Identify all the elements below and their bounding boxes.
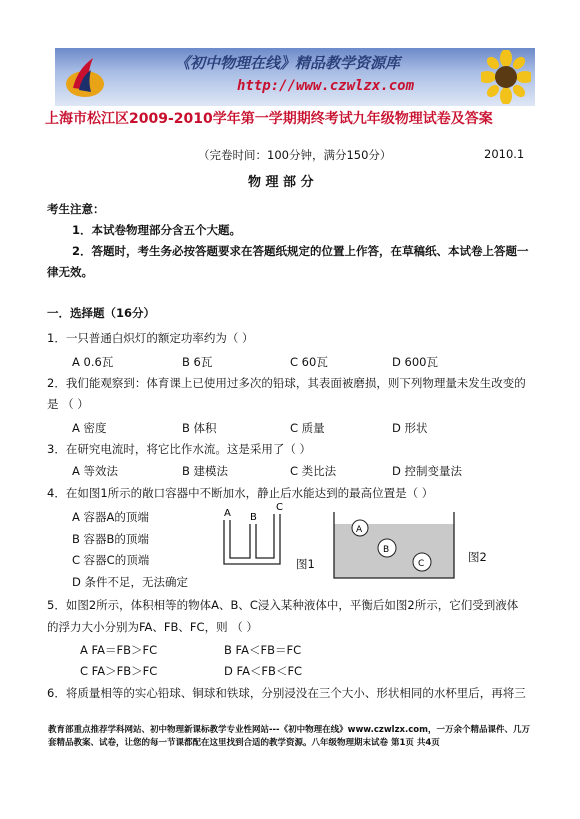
header-banner <box>55 48 535 106</box>
q2-option-b: B 体积 <box>182 421 217 435</box>
fig2-label-b: B <box>383 545 390 555</box>
q3-option-b: B 建模法 <box>182 464 229 478</box>
figure-1-connected-vessels <box>210 498 305 568</box>
section1-heading: 一．选择题（16分） <box>47 306 156 320</box>
notice-item-1: 1．本试卷物理部分含五个大题。 <box>72 223 241 237</box>
exam-info: （完卷时间：100分钟，满分150分） <box>198 148 392 162</box>
exam-date: 2010.1 <box>484 147 525 161</box>
fig1-label-a: A <box>224 508 231 519</box>
sunflower-icon <box>481 50 531 104</box>
notice-heading: 考生注意： <box>47 202 105 216</box>
q2-option-a: A 密度 <box>72 421 107 435</box>
section-title: 物 理 部 分 <box>248 175 314 190</box>
q5-option-b: B FA＜FB＝FC <box>224 643 302 657</box>
q5-stem-line1: 5．如图2所示，体积相等的物体A、B、C浸入某种液体中，平衡后如图2所示，它们受到液体 <box>47 598 519 612</box>
q3-option-c: C 类比法 <box>290 464 337 478</box>
figure-2-floating-objects <box>330 510 460 582</box>
fig2-label-c: C <box>418 559 425 569</box>
document-title: 上海市松江区2009-2010学年第一学期期终考试九年级物理试卷及答案 <box>45 111 493 127</box>
q1-option-b: B 6瓦 <box>182 355 213 369</box>
q2-stem-line2: 是 （ ） <box>47 397 89 411</box>
q4-option-c: C 容器C的顶端 <box>72 553 150 567</box>
fig2-label-a: A <box>356 525 363 535</box>
fig1-label-b: B <box>250 512 257 523</box>
q4-option-a: A 容器A的顶端 <box>72 510 149 524</box>
q3-option-a: A 等效法 <box>72 464 119 478</box>
q4-stem: 4．在如图1所示的敞口容器中不断加水，静止后水能达到的最高位置是（ ） <box>47 486 434 500</box>
banner-url[interactable]: http://www.czwlzx.com <box>237 78 415 94</box>
site-logo-icon <box>63 54 107 100</box>
q5-option-d: D FA＜FB＜FC <box>224 664 303 678</box>
q4-option-d: D 条件不足，无法确定 <box>72 575 189 589</box>
q3-stem: 3．在研究电流时，将它比作水流。这是采用了（ ） <box>47 442 311 456</box>
notice-item-2-line2: 律无效。 <box>47 265 93 279</box>
figure-2-label: 图2 <box>468 550 487 564</box>
q4-option-b: B 容器B的顶端 <box>72 532 149 546</box>
page-footer: 教育部重点推荐学科网站、初中物理新课标教学专业性网站---《初中物理在线》www.czwlzx.com，一万余个精品课件、几万套精品教案、试卷，让您的每一节课都配在这里找到合适的教学资源。八年级物理期末试卷 第1页 共4页 <box>48 725 530 748</box>
q1-option-a: A 0.6瓦 <box>72 355 114 369</box>
q3-option-d: D 控制变量法 <box>392 464 463 478</box>
fig1-label-c: C <box>276 502 283 513</box>
q1-option-d: D 600瓦 <box>392 355 438 369</box>
q6-stem: 6．将质量相等的实心铅球、铜球和铁球，分别浸没在三个大小、形状相同的水杯里后，再将三 <box>47 686 526 700</box>
q5-option-c: C FA＞FB＞FC <box>80 664 158 678</box>
q1-option-c: C 60瓦 <box>290 355 328 369</box>
q2-stem-line1: 2．我们能观察到：体育课上已使用过多次的铅球，其表面被磨损，则下列物理量未发生改变的 <box>47 376 526 390</box>
q1-stem: 1．一只普通白炽灯的额定功率约为（ ） <box>47 331 254 345</box>
q2-option-d: D 形状 <box>392 421 428 435</box>
notice-item-2-line1: 2．答题时，考生务必按答题要求在答题纸规定的位置上作答，在草稿纸、本试卷上答题一 <box>72 244 529 258</box>
banner-title: 《初中物理在线》精品教学资源库 <box>175 54 401 72</box>
q5-option-a: A FA＝FB＞FC <box>80 643 158 657</box>
q2-option-c: C 质量 <box>290 421 325 435</box>
figure-1-label: 图1 <box>296 557 315 571</box>
q5-stem-line2: 的浮力大小分别为FA、FB、FC，则 （ ） <box>47 620 258 634</box>
